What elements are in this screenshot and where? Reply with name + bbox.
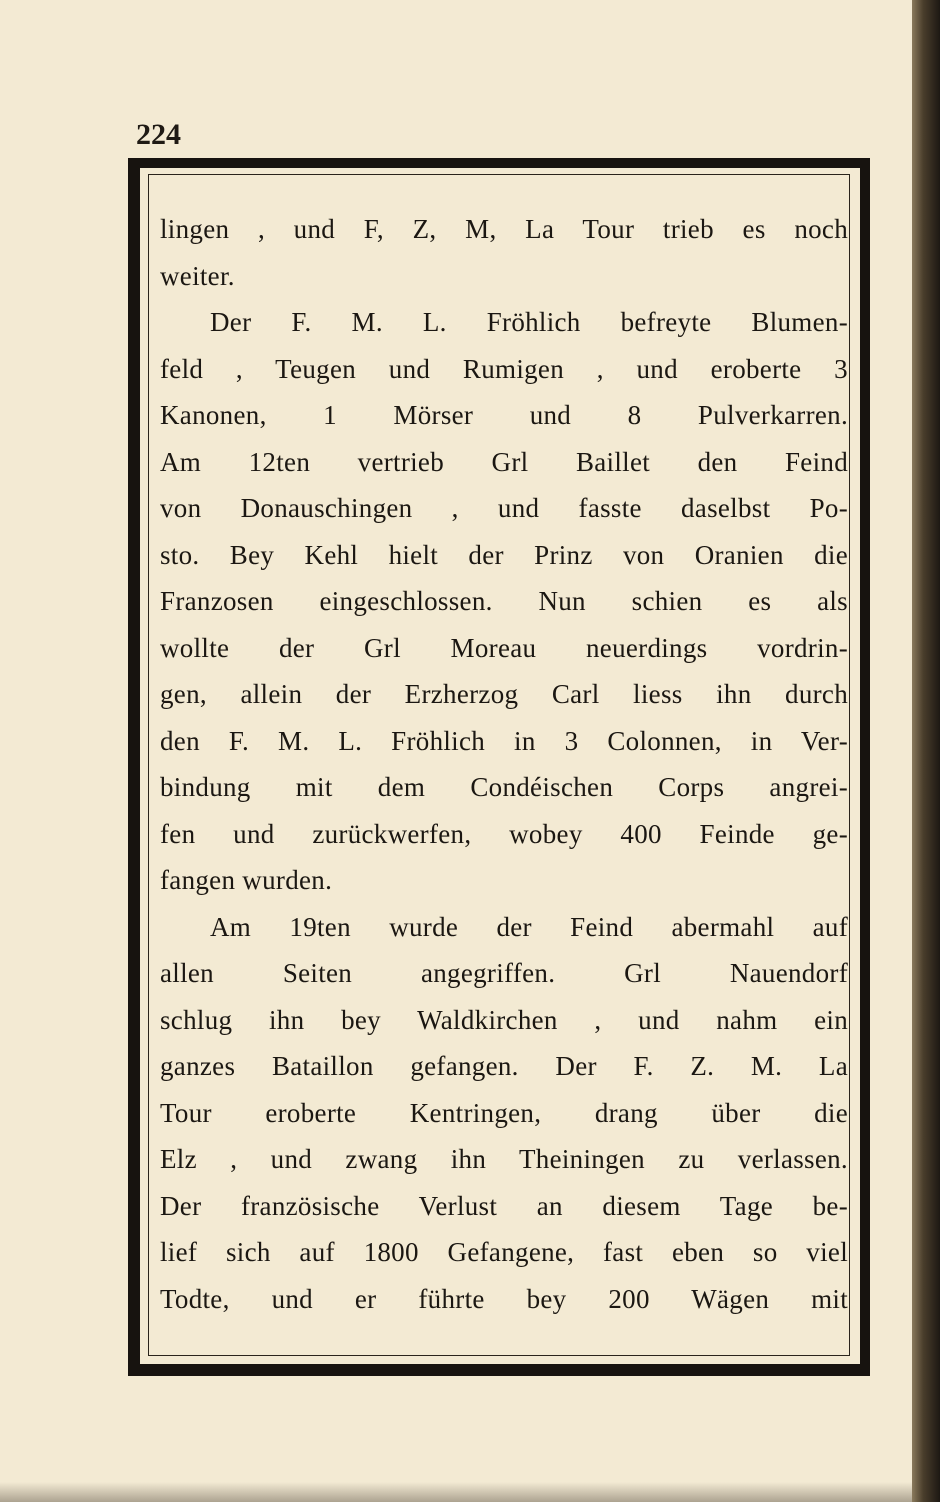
text-line: Der F. M. L. Fröhlich befreyte Blumen-	[210, 307, 848, 337]
text-line: Elz , und zwang ihn Theiningen zu verlassen.	[160, 1144, 848, 1174]
text-line: sto. Bey Kehl hielt der Prinz von Oranien die	[160, 539, 848, 570]
text-line: Am 12ten vertrieb Grl Baillet den Feind	[160, 446, 848, 477]
text-line: fangen wurden.	[160, 865, 333, 895]
text-line: Franzosen eingeschlossen. Nun schien es als	[160, 586, 848, 616]
text-line: Kanonen, 1 Mörser und 8 Pulverkarren.	[160, 400, 848, 430]
text-line: weiter.	[160, 260, 235, 291]
text-line: feld , Teugen und Rumigen , und eroberte 3	[160, 353, 848, 384]
book-page-edge	[912, 0, 940, 1502]
text-line: ganzes Bataillon gefangen. Der F. Z. M. La	[160, 1051, 848, 1081]
text-line: Der französische Verlust an diesem Tage be-	[160, 1190, 848, 1221]
page-number: 224	[136, 118, 181, 151]
text-line: von Donauschingen , und fasste daselbst Po-	[160, 493, 848, 523]
text-line: den F. M. L. Fröhlich in 3 Colonnen, in Ver-	[160, 725, 848, 756]
text-line: wollte der Grl Moreau neuerdings vordrin-	[160, 632, 848, 663]
text-line: bindung mit dem Condéischen Corps angrei-	[160, 772, 848, 802]
text-line: lingen , und F, Z, M, La Tour trieb es noch	[160, 214, 848, 244]
text-line: fen und zurückwerfen, wobey 400 Feinde ge-	[160, 818, 848, 849]
text-line: allen Seiten angegriffen. Grl Nauendorf	[160, 958, 848, 988]
body-text	[160, 206, 848, 1322]
text-line: gen, allein der Erzherzog Carl liess ihn durch	[160, 679, 848, 709]
text-line: schlug ihn bey Waldkirchen , und nahm ein	[160, 1004, 848, 1035]
text-line: Am 19ten wurde der Feind abermahl auf	[210, 911, 848, 942]
page-bottom-shadow	[0, 1482, 912, 1502]
text-line: Tour eroberte Kentringen, drang über die	[160, 1097, 848, 1128]
text-line: lief sich auf 1800 Gefangene, fast eben so viel	[160, 1237, 848, 1267]
text-line: Todte, und er führte bey 200 Wägen mit	[160, 1283, 848, 1314]
